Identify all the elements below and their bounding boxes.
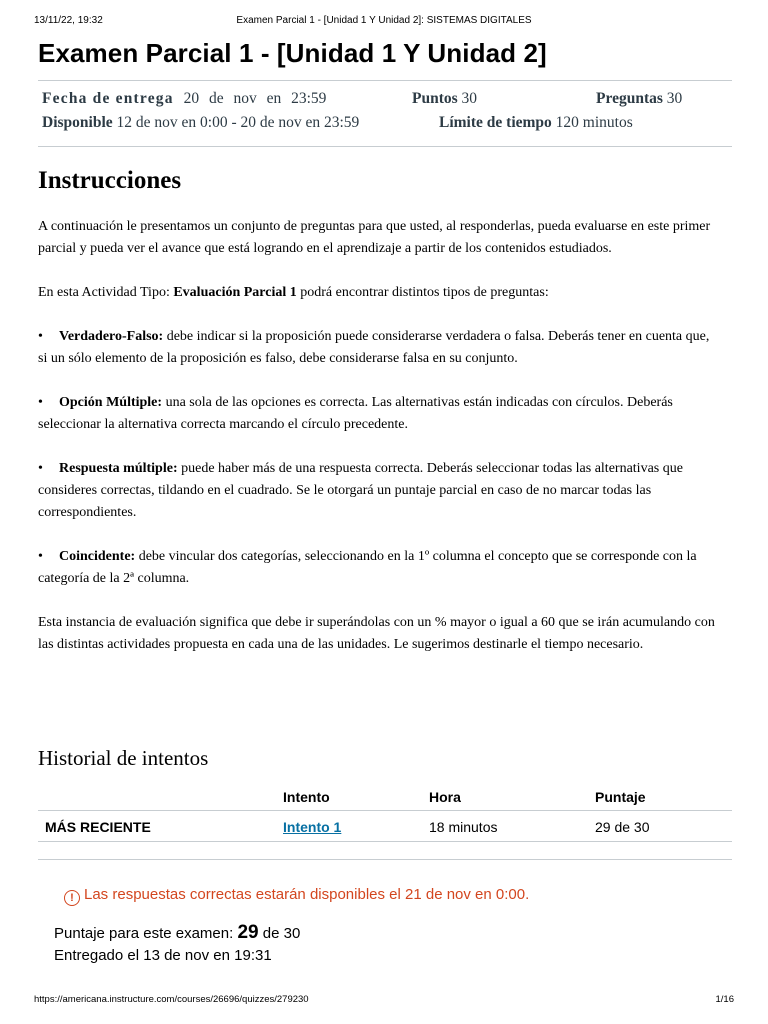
instructions-heading: Instrucciones	[38, 167, 182, 194]
instructions-paragraph: Esta instancia de evaluación significa que debe ir superándolas con un % mayor o igual a 60 que se irán acumulando con las distintas actividades propuesta en cada una de las unidades. Le sugerimos destinarle el tiempo necesario.	[38, 615, 715, 652]
page-number: 1/16	[715, 994, 734, 1005]
question-type-item	[38, 392, 718, 436]
available-label: Disponible	[42, 114, 113, 131]
question-type-text: puede haber más de una respuesta correcta. Deberás seleccionar todas las alternativas que consideres correctas, tildando en el cuadrado. Se le otorgará un puntaje parcial en caso de no marcar todas las correspondientes.	[38, 461, 683, 520]
divider	[38, 859, 732, 860]
time-limit	[439, 114, 633, 132]
instructions-paragraph	[38, 282, 718, 304]
question-type-text: una sola de las opciones es correcta. Las alternativas están indicadas con círculos. Deberás seleccionar la alternativa correcta marcando el círculo precedente.	[38, 395, 673, 432]
attempt-history-table	[38, 786, 732, 842]
quiz-details	[42, 90, 732, 138]
activity-text-pre: En esta Actividad Tipo:	[38, 285, 174, 300]
due-value: 20 de nov en 23:59	[183, 90, 327, 107]
page-url: https://americana.instructure.com/courses/26696/quizzes/279230	[34, 994, 309, 1005]
available-value: 12 de nov en 0:00 - 20 de nov en 23:59	[116, 114, 360, 131]
quiz-title: Examen Parcial 1 - [Unidad 1 Y Unidad 2]	[38, 38, 547, 68]
attempt-history-heading: Historial de intentos	[38, 746, 209, 770]
attempt-link[interactable]: Intento 1	[283, 819, 342, 835]
bullet: •	[38, 461, 43, 476]
details-row-2	[42, 114, 732, 138]
time-limit-label: Límite de tiempo	[439, 114, 552, 131]
print-footer	[34, 994, 734, 1008]
most-recent-label: MÁS RECIENTE	[45, 819, 151, 835]
print-header	[34, 15, 730, 29]
points-value: 30	[461, 90, 478, 107]
activity-text-post: podrá encontrar distintos tipos de preguntas:	[296, 285, 549, 300]
instructions-body	[38, 216, 718, 678]
notice-text: Las respuestas correctas estarán disponibles el 21 de nov en 0:00.	[84, 886, 530, 903]
warning-icon: !	[64, 890, 80, 906]
divider	[38, 146, 732, 147]
bullet: •	[38, 395, 43, 410]
table-row	[38, 811, 732, 842]
question-type-text: debe indicar si la proposición puede considerarse verdadera o falsa. Deberás tener en cuenta que, si un sólo elemento de la proposición es falso, debe considerarse falsa en su conjunto.	[38, 329, 710, 366]
question-type-item	[38, 546, 718, 590]
attempt-score: 29 de 30	[595, 819, 650, 835]
score-value: 29	[237, 922, 259, 943]
due-label: Fecha de entrega	[42, 90, 174, 107]
attempt-time: 18 minutos	[429, 819, 498, 835]
points-label: Puntos	[412, 90, 458, 107]
question-type-text: debe vincular dos categorías, seleccionando en la 1º columna el concepto que se corresponde con la categoría de la 2ª columna.	[38, 549, 697, 586]
question-type-item	[38, 326, 718, 370]
instructions-paragraph: A continuación le presentamos un conjunto de preguntas para que usted, al responderlas, pueda evaluarse en este primer parcial y pueda ver el avance que está logrando en el aprendizaje a partir de los contenidos estudiados.	[38, 219, 711, 256]
time-limit-value: 120 minutos	[555, 114, 633, 131]
print-title: Examen Parcial 1 - [Unidad 1 Y Unidad 2]: SISTEMAS DIGITALES	[236, 15, 532, 26]
score-suffix: de 30	[258, 925, 301, 942]
question-type-term: Opción Múltiple:	[59, 395, 163, 410]
bullet: •	[38, 329, 43, 344]
activity-type: Evaluación Parcial 1	[173, 285, 297, 300]
question-type-item	[38, 458, 718, 524]
answers-availability-notice	[64, 886, 529, 906]
due-date	[42, 90, 326, 108]
print-date: 13/11/22, 19:32	[34, 15, 103, 26]
questions-value: 30	[666, 90, 683, 107]
column-header-time: Hora	[429, 789, 461, 805]
details-row-1	[42, 90, 732, 114]
question-type-term: Coincidente:	[59, 549, 136, 564]
column-header-score: Puntaje	[595, 789, 646, 805]
column-header-attempt: Intento	[283, 789, 330, 805]
submitted-date: Entregado el 13 de nov en 19:31	[54, 947, 272, 964]
quiz-score	[54, 922, 300, 944]
table-header	[38, 786, 732, 811]
question-type-term: Verdadero-Falso:	[59, 329, 164, 344]
points	[412, 90, 477, 108]
question-type-term: Respuesta múltiple:	[59, 461, 178, 476]
available	[42, 114, 359, 132]
questions-label: Preguntas	[596, 90, 663, 107]
questions	[596, 90, 682, 108]
divider	[38, 80, 732, 81]
bullet: •	[38, 549, 43, 564]
score-label: Puntaje para este examen:	[54, 925, 238, 942]
